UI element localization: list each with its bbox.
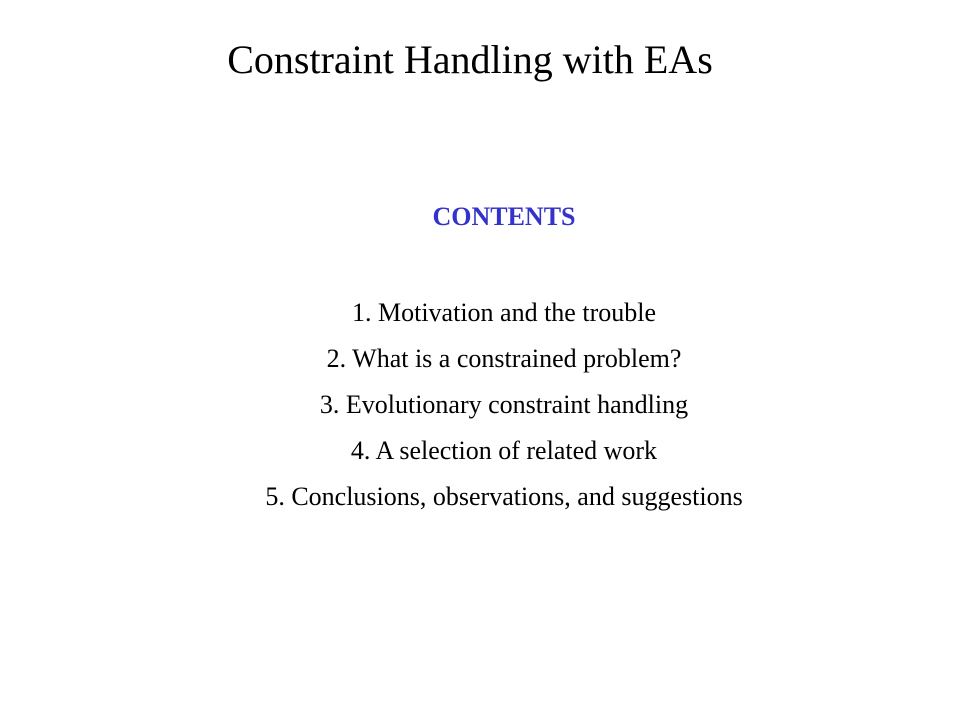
contents-item-2: 2. What is a constrained problem?: [326, 344, 682, 373]
contents-item-5: 5. Conclusions, observations, and suggestions: [265, 482, 743, 511]
contents-item-4: 4. A selection of related work: [350, 436, 658, 465]
contents-item-3: 3. Evolutionary constraint handling: [319, 390, 689, 419]
contents-list: [0, 290, 960, 520]
contents-item-1: 1. Motivation and the trouble: [351, 298, 656, 327]
contents-heading: CONTENTS: [432, 202, 576, 231]
slide-title: Constraint Handling with EAs: [227, 37, 713, 82]
